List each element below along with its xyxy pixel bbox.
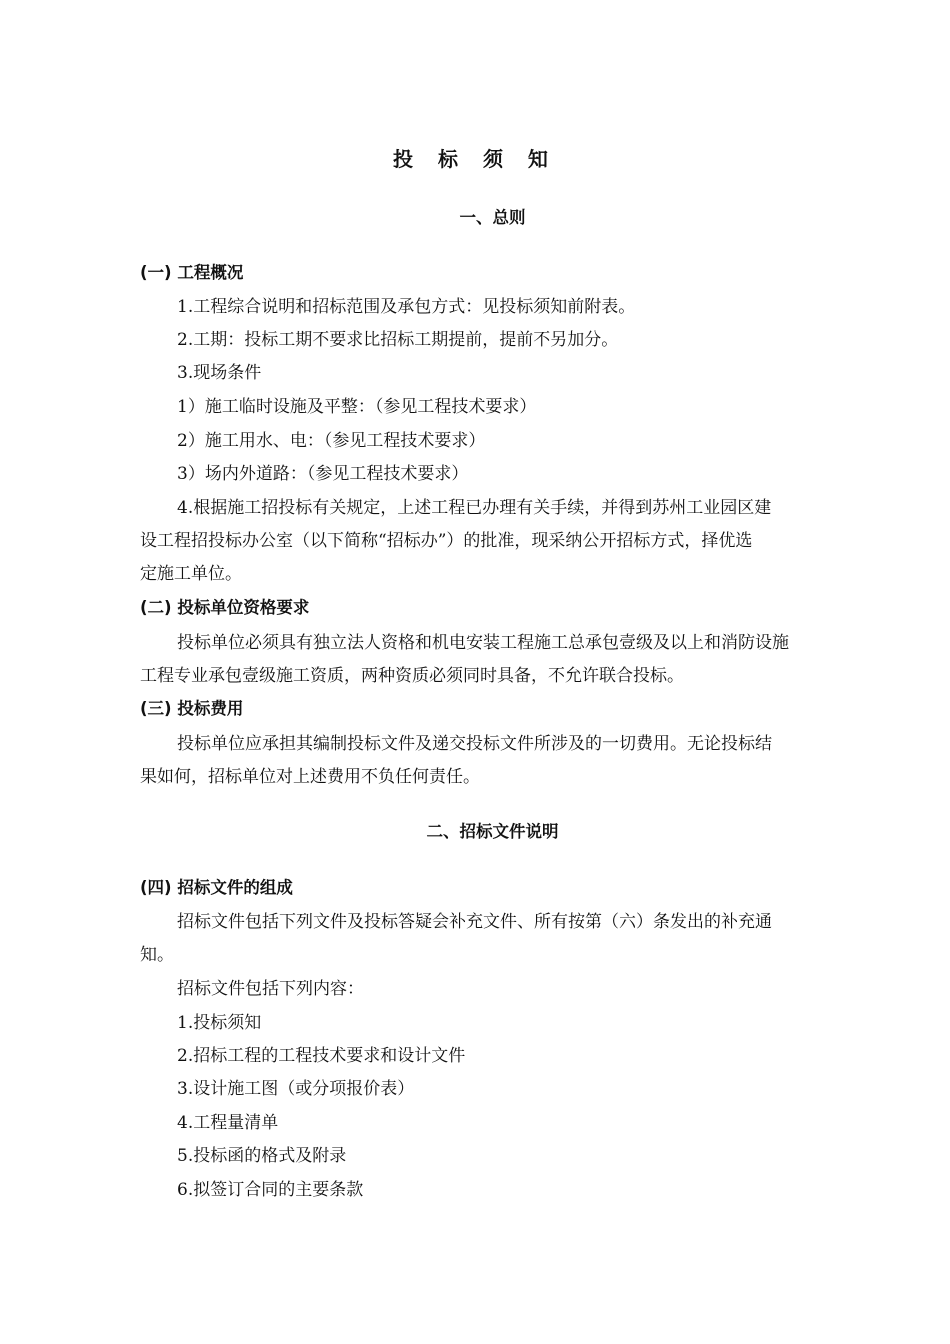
list-item: 3.设计施工图（或分项报价表）: [177, 1079, 415, 1099]
list-item: 2.招标工程的工程技术要求和设计文件: [177, 1046, 466, 1066]
paragraph-line: 4.根据施工招投标有关规定，上述工程已办理有关手续，并得到苏州工业园区建: [177, 498, 772, 518]
paragraph-line: 定施工单位。: [140, 564, 242, 584]
paragraph-line: 2）施工用水、电：（参见工程技术要求）: [177, 431, 486, 451]
list-item: 6.拟签订合同的主要条款: [177, 1180, 364, 1200]
paragraph-line: 1.工程综合说明和招标范围及承包方式：见投标须知前附表。: [177, 297, 636, 317]
subheading-bidder-qualification: (二) 投标单位资格要求: [140, 598, 310, 617]
subheading-project-overview: (一) 工程概况: [140, 263, 244, 282]
paragraph-line: 2.工期：投标工期不要求比招标工期提前，提前不另加分。: [177, 330, 619, 350]
document-title: 投 标 须 知: [393, 147, 557, 171]
paragraph-line: 果如何，招标单位对上述费用不负任何责任。: [140, 767, 480, 787]
paragraph-line: 投标单位必须具有独立法人资格和机电安装工程施工总承包壹级及以上和消防设施: [177, 633, 789, 653]
list-item: 1.投标须知: [177, 1013, 262, 1033]
paragraph-line: 3）场内外道路：（参见工程技术要求）: [177, 464, 469, 484]
list-item: 4.工程量清单: [177, 1113, 279, 1133]
paragraph-line: 设工程招投标办公室（以下简称“招标办”）的批准，现采纳公开招标方式，择优选: [140, 531, 753, 551]
paragraph-line: 工程专业承包壹级施工资质，两种资质必须同时具备，不允许联合投标。: [140, 666, 684, 686]
paragraph-line: 1）施工临时设施及平整：（参见工程技术要求）: [177, 397, 537, 417]
list-item: 5.投标函的格式及附录: [177, 1146, 347, 1166]
paragraph-line: 招标文件包括下列内容：: [177, 979, 364, 999]
paragraph-line: 招标文件包括下列文件及投标答疑会补充文件、所有按第（六）条发出的补充通: [177, 912, 772, 932]
paragraph-line: 投标单位应承担其编制投标文件及递交投标文件所涉及的一切费用。无论投标结: [177, 734, 772, 754]
section-heading-general: 一、总则: [459, 208, 526, 227]
subheading-tender-doc-composition: (四) 招标文件的组成: [140, 878, 293, 897]
subheading-bid-cost: (三) 投标费用: [140, 699, 244, 718]
paragraph-line: 3.现场条件: [177, 363, 262, 383]
paragraph-line: 知。: [140, 945, 174, 965]
section-heading-tender-docs: 二、招标文件说明: [426, 822, 559, 841]
